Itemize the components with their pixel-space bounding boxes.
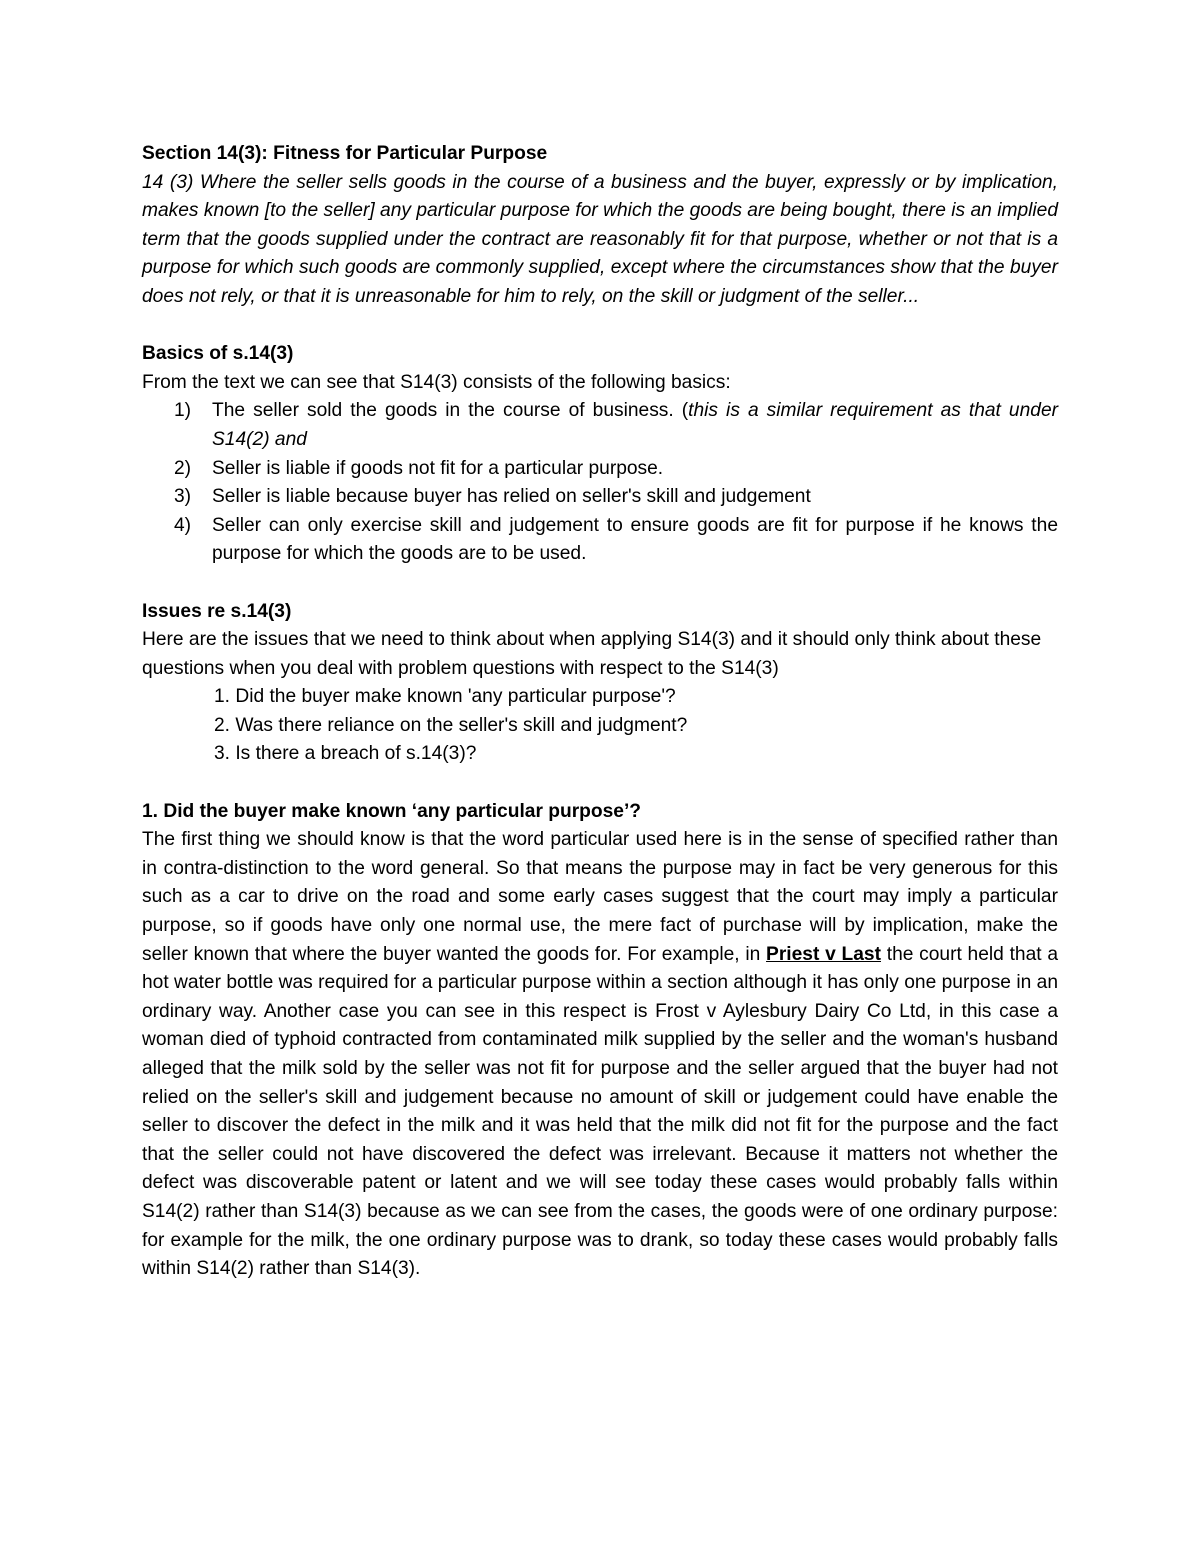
issues-intro: Here are the issues that we need to think about when applying S14(3) and it should only think about these questions when you deal with problem questions with respect to the S14(3) [142,629,1042,679]
statute-quote: 14 (3) Where the seller sells goods in the course of a business and the buyer, expressly or by implication, makes known [to the seller] any particular purpose for which the goods are being bought, there is an implied term that the goods supplied under the contract are reasonably fit for that purpose, whether or not that is a purpose for which such goods are commonly supplied, except where the circumstances show that the buyer does not rely, or that it is unreasonable for him to rely, on the skill or judgment of the seller... [142,171,1058,307]
list-number: 2) [174,457,192,479]
list-text: Seller is liable because buyer has relied on seller's skill and judgement [212,486,811,508]
spacer [142,569,1058,598]
list-item [142,483,1058,512]
list-text-italic: this is a similar requirement as that under S14(2) and [212,400,1058,450]
list-item [142,512,1058,569]
list-item [142,455,1058,484]
basics-list [142,397,1058,569]
list-number: 4) [174,514,192,536]
list-text: Seller is liable if goods not fit for a particular purpose. [212,457,664,479]
list-item: 2. Was there reliance on the seller's skill and judgment? [214,714,688,736]
basics-intro: From the text we can see that S14(3) consists of the following basics: [142,371,731,393]
issues-list [142,683,1058,769]
list-item [142,397,1058,454]
body-text: The first thing we should know is that the word particular used here is in the sense of specified rather than in contra-distinction to the word general. So that means the purpose may in fact be very generous for this such as a car to drive on the road and some early cases suggest that the court may imply a particular purpose, so if goods have only one normal use, the mere fact of purchase will by implication, make the seller known that where the buyer wanted the goods for. For example, in [142,829,1058,965]
list-text: Seller can only exercise skill and judgement to ensure goods are fit for purpose if he knows the purpose for which the goods are to be used. [212,514,1058,565]
list-item: 3. Is there a breach of s.14(3)? [214,743,477,765]
spacer [142,312,1058,341]
list-number: 1) [174,400,192,422]
list-text: The seller sold the goods in the course of business. ( [212,400,689,422]
spacer [142,769,1058,798]
section-heading-issues: Issues re s.14(3) [142,600,292,622]
list-item: 1. Did the buyer make known 'any particular purpose'? [214,686,676,708]
section-heading-basics: Basics of s.14(3) [142,343,294,365]
case-name-priest-v-last: Priest v Last [766,943,881,965]
body-text: the court held that a hot water bottle was required for a particular purpose within a section although it has only one purpose in an ordinary way. Another case you can see in this respect is Frost v Aylesbury Dairy Co Ltd, in this case a woman died of typhoid contracted from contaminated milk supplied by the seller and the woman's husband alleged that the milk sold by the seller was not fit for purpose and the seller argued that the buyer had not relied on the seller's skill and judgement because no amount of skill or judgement could have enable the seller to discover the defect in the milk and it was held that the milk did not fit for the purpose and the fact that the seller could not have discovered the defect was irrelevant. Because it matters not whether the defect was discoverable patent or latent and we will see today these cases would probably falls within S14(2) rather than S14(3) because as we can see from the cases, the goods were of one ordinary purpose: for example for the milk, the one ordinary purpose was to drank, so today these cases would probably falls within S14(2) rather than S14(3). [142,943,1059,1280]
document-page [142,140,1058,1284]
body-paragraph [142,826,1058,1284]
section-heading-fitness: Section 14(3): Fitness for Particular Purpose [142,143,548,164]
section-heading-particular-purpose: 1. Did the buyer make known ‘any particular purpose’? [142,800,641,822]
list-number: 3) [174,486,192,508]
